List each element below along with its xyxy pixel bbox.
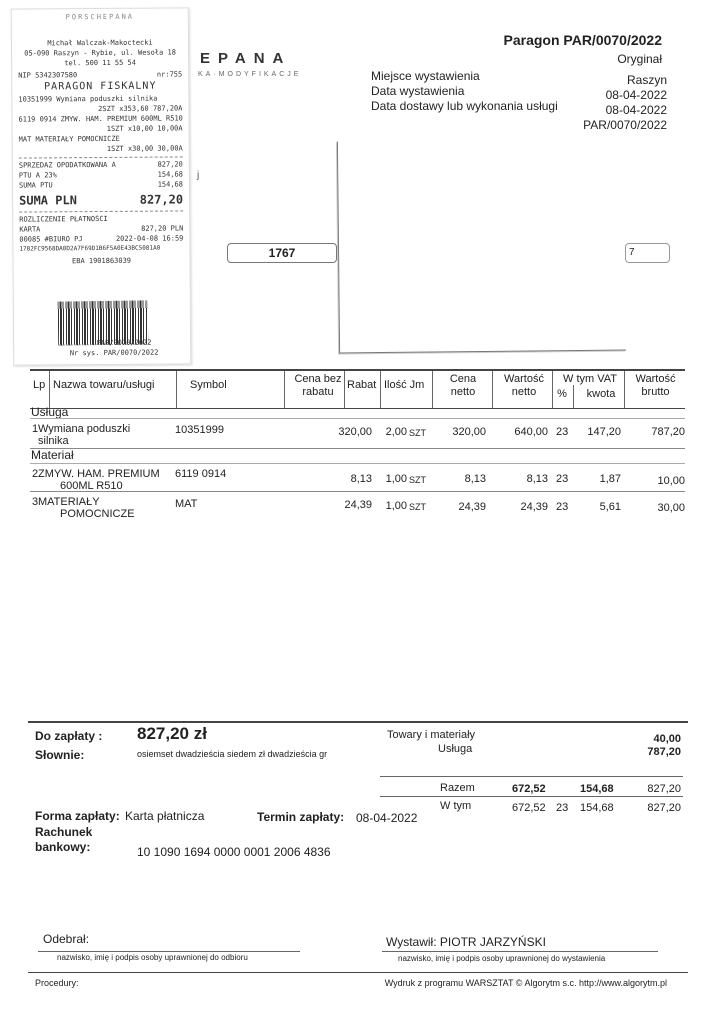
meta-value-place: Raszyn [626,73,667,87]
issued-by-caption: nazwisko, imię i podpis osoby uprawnionej do wystawienia [398,954,606,963]
th-qty: Ilość Jm [384,379,425,391]
receipt-ptu-sum-label: SUMA PTU [18,181,53,190]
service-value: 787,20 [647,746,681,758]
payment-form-label: Forma zapłaty: [35,809,120,823]
receipt-card-value: 827,20 PLN [141,224,184,233]
receipt-shop: PORSCHEPANA [65,12,135,22]
meta-label-delivery-date: Data dostawy lub wykonania usługi [371,99,558,113]
company-logo-tagline: KA·MODYFIKACJE [198,71,302,78]
to-pay-label: Do zapłaty : [35,729,103,743]
section-service: Usługa [31,405,69,419]
razem-gross: 827,20 [647,783,681,795]
issued-by-label: Wystawił: PIOTR JARZYŃSKI [386,935,546,949]
razem-vat: 154,68 [580,783,614,795]
razem-net: 672,52 [512,783,546,795]
receipt-fiscal-id: EBA 1901863039 [71,256,132,266]
wtym-net: 672,52 [512,802,546,814]
wtym-pct: 23 [556,802,569,814]
goods-value: 40,00 [653,733,681,745]
meta-label-place: Miejsce wystawienia [371,69,480,83]
service-label: Usługa [438,743,473,755]
document-title: Paragon PAR/0070/2022 [503,32,662,48]
stray-mark: j [197,170,200,181]
receipt-line-3-qty: 1SZT x30,00 30,00A [106,144,183,153]
receipt-line-2-qty: 1SZT x10,00 10,00A [106,124,183,133]
receipt-ptu-sum-value: 154,68 [157,180,184,189]
payment-term-value: 08-04-2022 [356,811,418,825]
document-copy-label: Oryginał [617,52,662,66]
receipt-title: PARAGON FISKALNY [44,80,157,93]
receipt-tax-label: SPRZEDAŻ OPODATKOWANA A [18,160,116,170]
receipt-owner: Michał Walczak-Makoctecki [47,38,153,48]
to-pay-value: 827,20 zł [137,724,207,743]
document-number-box-right: 7 [625,243,670,263]
receipt-line-3: MAT MATERIAŁY POMOCNICZE [18,134,120,144]
meta-value-issue-date: 08-04-2022 [605,88,667,102]
th-gross: Wartość brutto [635,373,676,398]
receipt-settlement: ROZLICZENIE PŁATNOŚCI [19,214,108,224]
th-vat: W tym VAT [563,373,617,385]
receipt-ptu-value: 154,68 [157,170,183,179]
meta-label-issue-date: Data wystawienia [371,84,465,98]
receipt-terminal: 00085 #BIURO PJ [19,235,83,244]
document-number-box: 1767 [227,243,337,263]
th-vat-pct: % [557,388,567,400]
bank-account-value: 10 1090 1694 0000 0001 2006 4836 [137,845,331,859]
razem-label: Razem [440,782,475,794]
software-credit: Wydruk z programu WARSZTAT © Algorytm s.c. http://www.algorytm.pl [384,978,667,988]
paper-overlay [337,139,626,354]
receipt-datetime: 2022-04-08 16:59 [115,234,184,243]
receipt-nip-nr: nr:755 [156,70,183,79]
section-material: Materiał [31,448,74,462]
procedures-label: Procedury: [35,978,79,988]
goods-label: Towary i materiały [387,729,476,741]
fiscal-receipt [11,7,191,365]
in-words-value: osiemset dwadzieścia siedem zł dwadzieścia gr [137,749,328,759]
receipt-sum-label: SUMA PLN [19,193,77,208]
receipt-sum-value: 827,20 [139,192,184,207]
th-lp: Lp [33,379,46,391]
th-vat-amount: kwota [586,388,616,400]
company-logo: EPANA [200,50,292,67]
wtym-gross: 827,20 [647,802,681,814]
document-ref: PAR/0070/2022 [583,118,667,132]
received-caption: nazwisko, imię i podpis osoby uprawnionej do odbioru [57,953,248,962]
receipt-sys: Nr sys. PAR/0070/2022 [69,348,159,358]
th-price-no-discount: Cena bez rabatu [294,373,342,398]
received-label: Odebrał: [43,932,90,946]
receipt-card-label: KARTA [19,225,41,234]
receipt-line-1-qty: 2SZT x353,60 787,20A [98,104,183,114]
receipt-address: 05-090 Raszyn - Rybie, ul. Wesoła 18 [24,48,176,58]
receipt-ptu-label: PTU A 23% [18,171,57,180]
in-words-label: Słownie: [35,748,85,762]
receipt-line-2: 6119 0914 ZMYW. HAM. PREMIUM 600ML R510 [18,114,183,124]
bank-account-label-2: bankowy: [35,840,91,854]
th-symbol: Symbol [190,379,227,391]
wtym-label: W tym [440,800,472,812]
th-net-price: Cena netto [449,373,477,398]
wtym-vat: 154,68 [580,802,614,814]
receipt-par: PAR/0070/2022 [96,338,152,348]
payment-term-label: Termin zapłaty: [257,810,345,824]
bank-account-label-1: Rachunek [35,825,93,839]
receipt-phone: tel. 500 11 55 54 [64,58,136,68]
receipt-line-1: 10351999 Wymiana poduszki silnika [18,94,158,104]
th-discount: Rabat [347,379,377,391]
meta-value-delivery-date: 08-04-2022 [605,103,667,117]
receipt-hash: 1782FC9568DA0D2A7F69D1B6F5A0E43BC5081A0 [19,244,161,253]
payment-form-value: Karta płatnicza [125,809,205,823]
receipt-tax-value: 827,20 [157,160,183,169]
th-net-value: Wartość netto [504,373,544,398]
th-name: Nazwa towaru/usługi [53,379,155,391]
receipt-nip: NIP 5342307580 [18,71,78,80]
